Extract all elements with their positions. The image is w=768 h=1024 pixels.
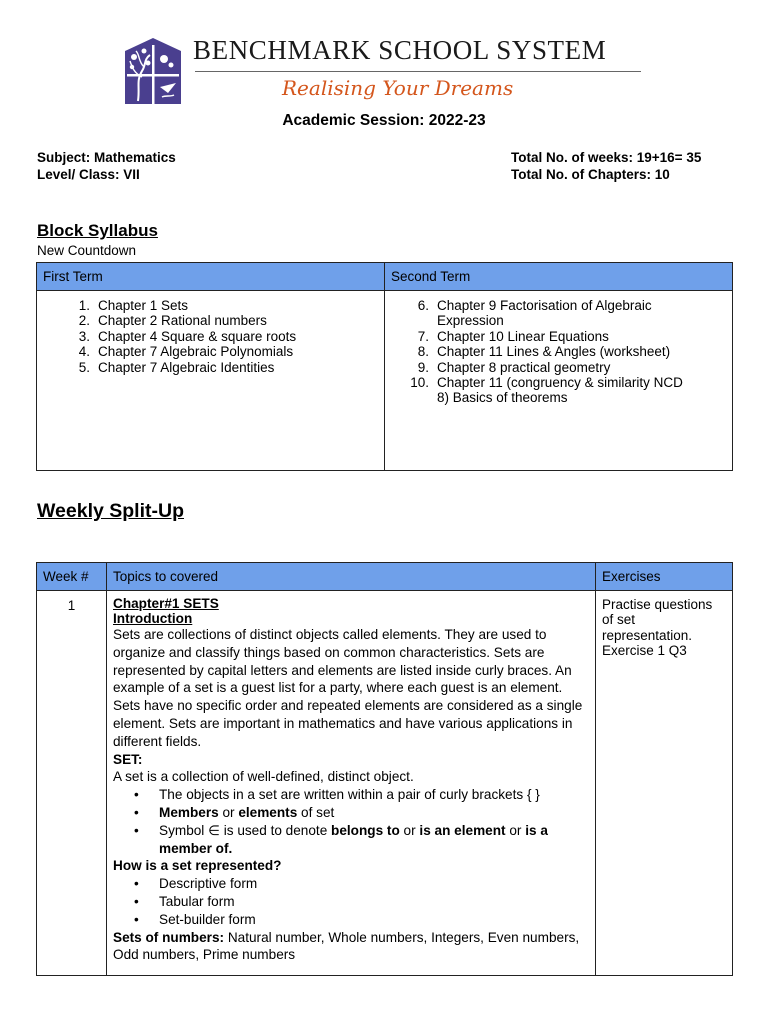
level-class: Level/ Class: VII — [37, 167, 140, 182]
block-syllabus-title: Block Syllabus — [37, 221, 158, 240]
first-term-cell — [37, 291, 385, 471]
sets-of-numbers: Sets of numbers: Natural number, Whole numbers, Integers, Even numbers, Odd numbers, Prime numbers — [113, 929, 580, 963]
list-item: • The objects in a set are written within a pair of curly brackets { } — [159, 786, 585, 804]
list-item: • Members or elements of set — [159, 804, 585, 822]
block-syllabus-table — [36, 262, 733, 471]
weekly-split-title: Weekly Split-Up — [37, 500, 185, 522]
intro-text: Sets are collections of distinct objects called elements. They are used to organize and classify things based on common characteristics. Sets are represented by capital letters and elements are listed inside curly braces. An example of a set is a guest list for a party, where each guest is an element. Sets have no specific order and repeated elements are considered as a single element. Sets are important in mathematics and have various applications in different fields. — [113, 627, 583, 749]
set-definition: A set is a collection of well-defined, distinct object. — [113, 769, 414, 785]
list-item: 9. Chapter 8 practical geometry — [417, 359, 611, 375]
exercises-cell: Practise questions of set representation. Exercise 1 Q3 — [596, 591, 733, 976]
list-item: 1. Chapter 1 Sets — [78, 298, 189, 313]
subject: Subject: Mathematics — [37, 150, 176, 165]
weekly-split-table — [36, 562, 733, 976]
list-item: • Set-builder form — [159, 911, 585, 929]
intro-heading: Introduction — [113, 611, 193, 626]
list-item: • Descriptive form — [159, 875, 585, 893]
representation-heading: How is a set represented? — [113, 858, 282, 874]
week-header: Week # — [37, 563, 107, 591]
total-chapters: Total No. of Chapters: 10 — [511, 167, 670, 182]
list-item: • Symbol ∈ is used to denote belongs to or is an element or is a member of. — [159, 822, 585, 858]
list-item: 6. Chapter 9 Factorisation of Algebraic Expression — [417, 298, 652, 329]
header-divider — [195, 71, 641, 72]
block-syllabus-subtitle: New Countdown — [37, 243, 137, 258]
list-item: 8. Chapter 11 Lines & Angles (worksheet) — [417, 344, 671, 360]
list-item: • Tabular form — [159, 893, 585, 911]
second-term-header: Second Term — [385, 263, 733, 291]
table-row — [37, 591, 733, 976]
school-name: BENCHMARK SCHOOL SYSTEM — [193, 35, 607, 65]
chapter-heading: Chapter#1 SETS — [113, 596, 219, 611]
school-tagline: Realising Your Dreams — [282, 76, 514, 100]
exercises-header: Exercises — [596, 563, 733, 591]
set-heading: SET: — [113, 751, 143, 767]
list-item: 4. Chapter 7 Algebraic Polynomials — [78, 344, 294, 360]
topics-header: Topics to covered — [107, 563, 596, 591]
list-item: 7. Chapter 10 Linear Equations — [417, 328, 609, 344]
list-item: 5. Chapter 7 Algebraic Identities — [78, 359, 275, 375]
list-item: 10. Chapter 11 (congruency & similarity NCD 8) Basics of theorems — [410, 375, 683, 406]
week-number: 1 — [37, 591, 107, 976]
second-term-cell — [385, 291, 733, 471]
academic-session: Academic Session: 2022-23 — [282, 112, 486, 129]
topics-cell — [107, 591, 596, 976]
first-term-header: First Term — [37, 263, 385, 291]
school-logo — [124, 37, 182, 105]
total-weeks: Total No. of weeks: 19+16= 35 — [511, 150, 702, 165]
list-item: 2. Chapter 2 Rational numbers — [78, 313, 267, 329]
list-item: 3. Chapter 4 Square & square roots — [78, 328, 297, 344]
